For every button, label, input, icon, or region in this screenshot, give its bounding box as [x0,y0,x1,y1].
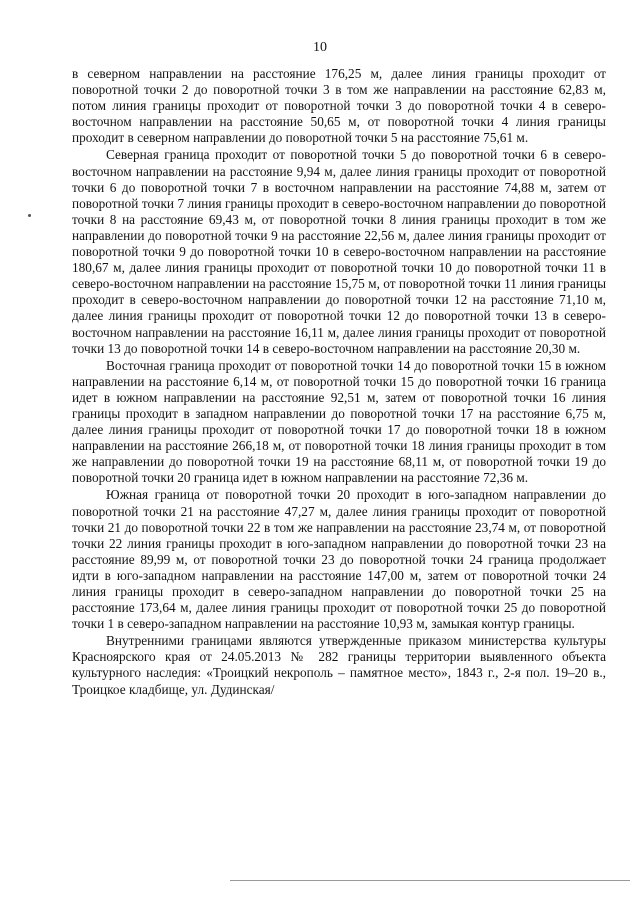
paragraph-east-boundary: Восточная граница проходит от поворотной точки 14 до поворотной точки 15 в южном направлении на расстояние 6,14 м, от поворотной точки 15 до поворотной точки 16 граница идет в южном направлении на расстояние 92,51 м, затем от поворотной точки 16 линия границы проходит в западном направлении до поворотной точки 17 на расстояние 6,75 м, далее линия границы проходит от поворотной точки 17 до поворотной точки 18 в южном направлении на расстояние 266,18 м, от поворотной точки 18 линия границы проходит в том же направлении до поворотной точки 19 на расстояние 68,11 м, от поворотной точки 19 до поворотной точки 20 граница идет в южном направлении на расстояние 72,36 м. [72,357,606,486]
document-body [72,66,606,699]
paragraph-north-boundary: Северная граница проходит от поворотной точки 5 до поворотной точки 6 в северо-восточном направлении на расстояние 9,94 м, далее линия границы проходит от поворотной точки 6 до поворотной точки 7 в восточном направлении на расстояние 74,88 м, затем от поворотной точки 7 линия границы проходит в северо-восточном направлении до поворотной точки 8 на расстояние 69,43 м, от поворотной точки 8 линия границы проходит в том же направлении до поворотной точки 9 на расстояние 22,56 м, далее линия границы проходит от поворотной точки 9 до поворотной точки 10 в северо-восточном направлении на расстояние 180,67 м, далее линия границы проходит от поворотной точки 10 до поворотной точки 11 в северо-восточном направлении на расстояние 15,75 м, от поворотной точки 11 линия границы проходит в северо-восточном направлении до поворотной точки 12 на расстояние 71,10 м, далее линия границы проходит от поворотной точки 12 до поворотной точки 13 в северо-восточном направлении на расстояние 16,11 м, далее линия границы проходит от поворотной точки 13 до поворотной точки 14 в северо-восточном направлении на расстояние 20,30 м. [72,147,606,356]
margin-mark [28,214,31,217]
paragraph-west-boundary-continued: в северном направлении на расстояние 176,25 м, далее линия границы проходит от поворотной точки 2 до поворотной точки 3 в том же направлении на расстояние 62,83 м, потом линия границы проходит от поворотной точки 3 до поворотной точки 4 в северо-восточном направлении на расстояние 50,65 м, от поворотной точки 4 линия границы проходит в северном направлении до поворотной точки 5 на расстояние 75,61 м. [72,66,606,146]
paragraph-south-boundary: Южная граница от поворотной точки 20 проходит в юго-западном направлении до поворотной точки 21 на расстояние 47,27 м, далее линия границы проходит от поворотной точки 21 до поворотной точки 22 в том же направлении на расстояние 23,74 м, от поворотной точки 22 линия границы проходит в юго-западном направлении до поворотной точки 23 на расстояние 89,99 м, от поворотной точки 23 до поворотной точки 24 граница продолжает идти в юго-западном направлении на расстояние 147,00 м, затем от поворотной точки 24 линия границы проходит в северо-западном направлении до поворотной точки 25 на расстояние 173,64 м, далее линия границы проходит от поворотной точки 25 до поворотной точки 1 в северо-западном направлении на расстояние 10,93 м, замыкая контур границы. [72,487,606,632]
footer-rule [230,880,630,881]
page-number: 10 [313,40,327,55]
paragraph-internal-boundaries: Внутренними границами являются утвержденные приказом министерства культуры Красноярского края от 24.05.2013 № 282 границы территории выявленного объекта культурного наследия: «Троицкий некрополь – памятное место», 1843 г., 2-я пол. 19–20 в., Троицкое кладбище, ул. Дудинская/ [72,633,606,697]
